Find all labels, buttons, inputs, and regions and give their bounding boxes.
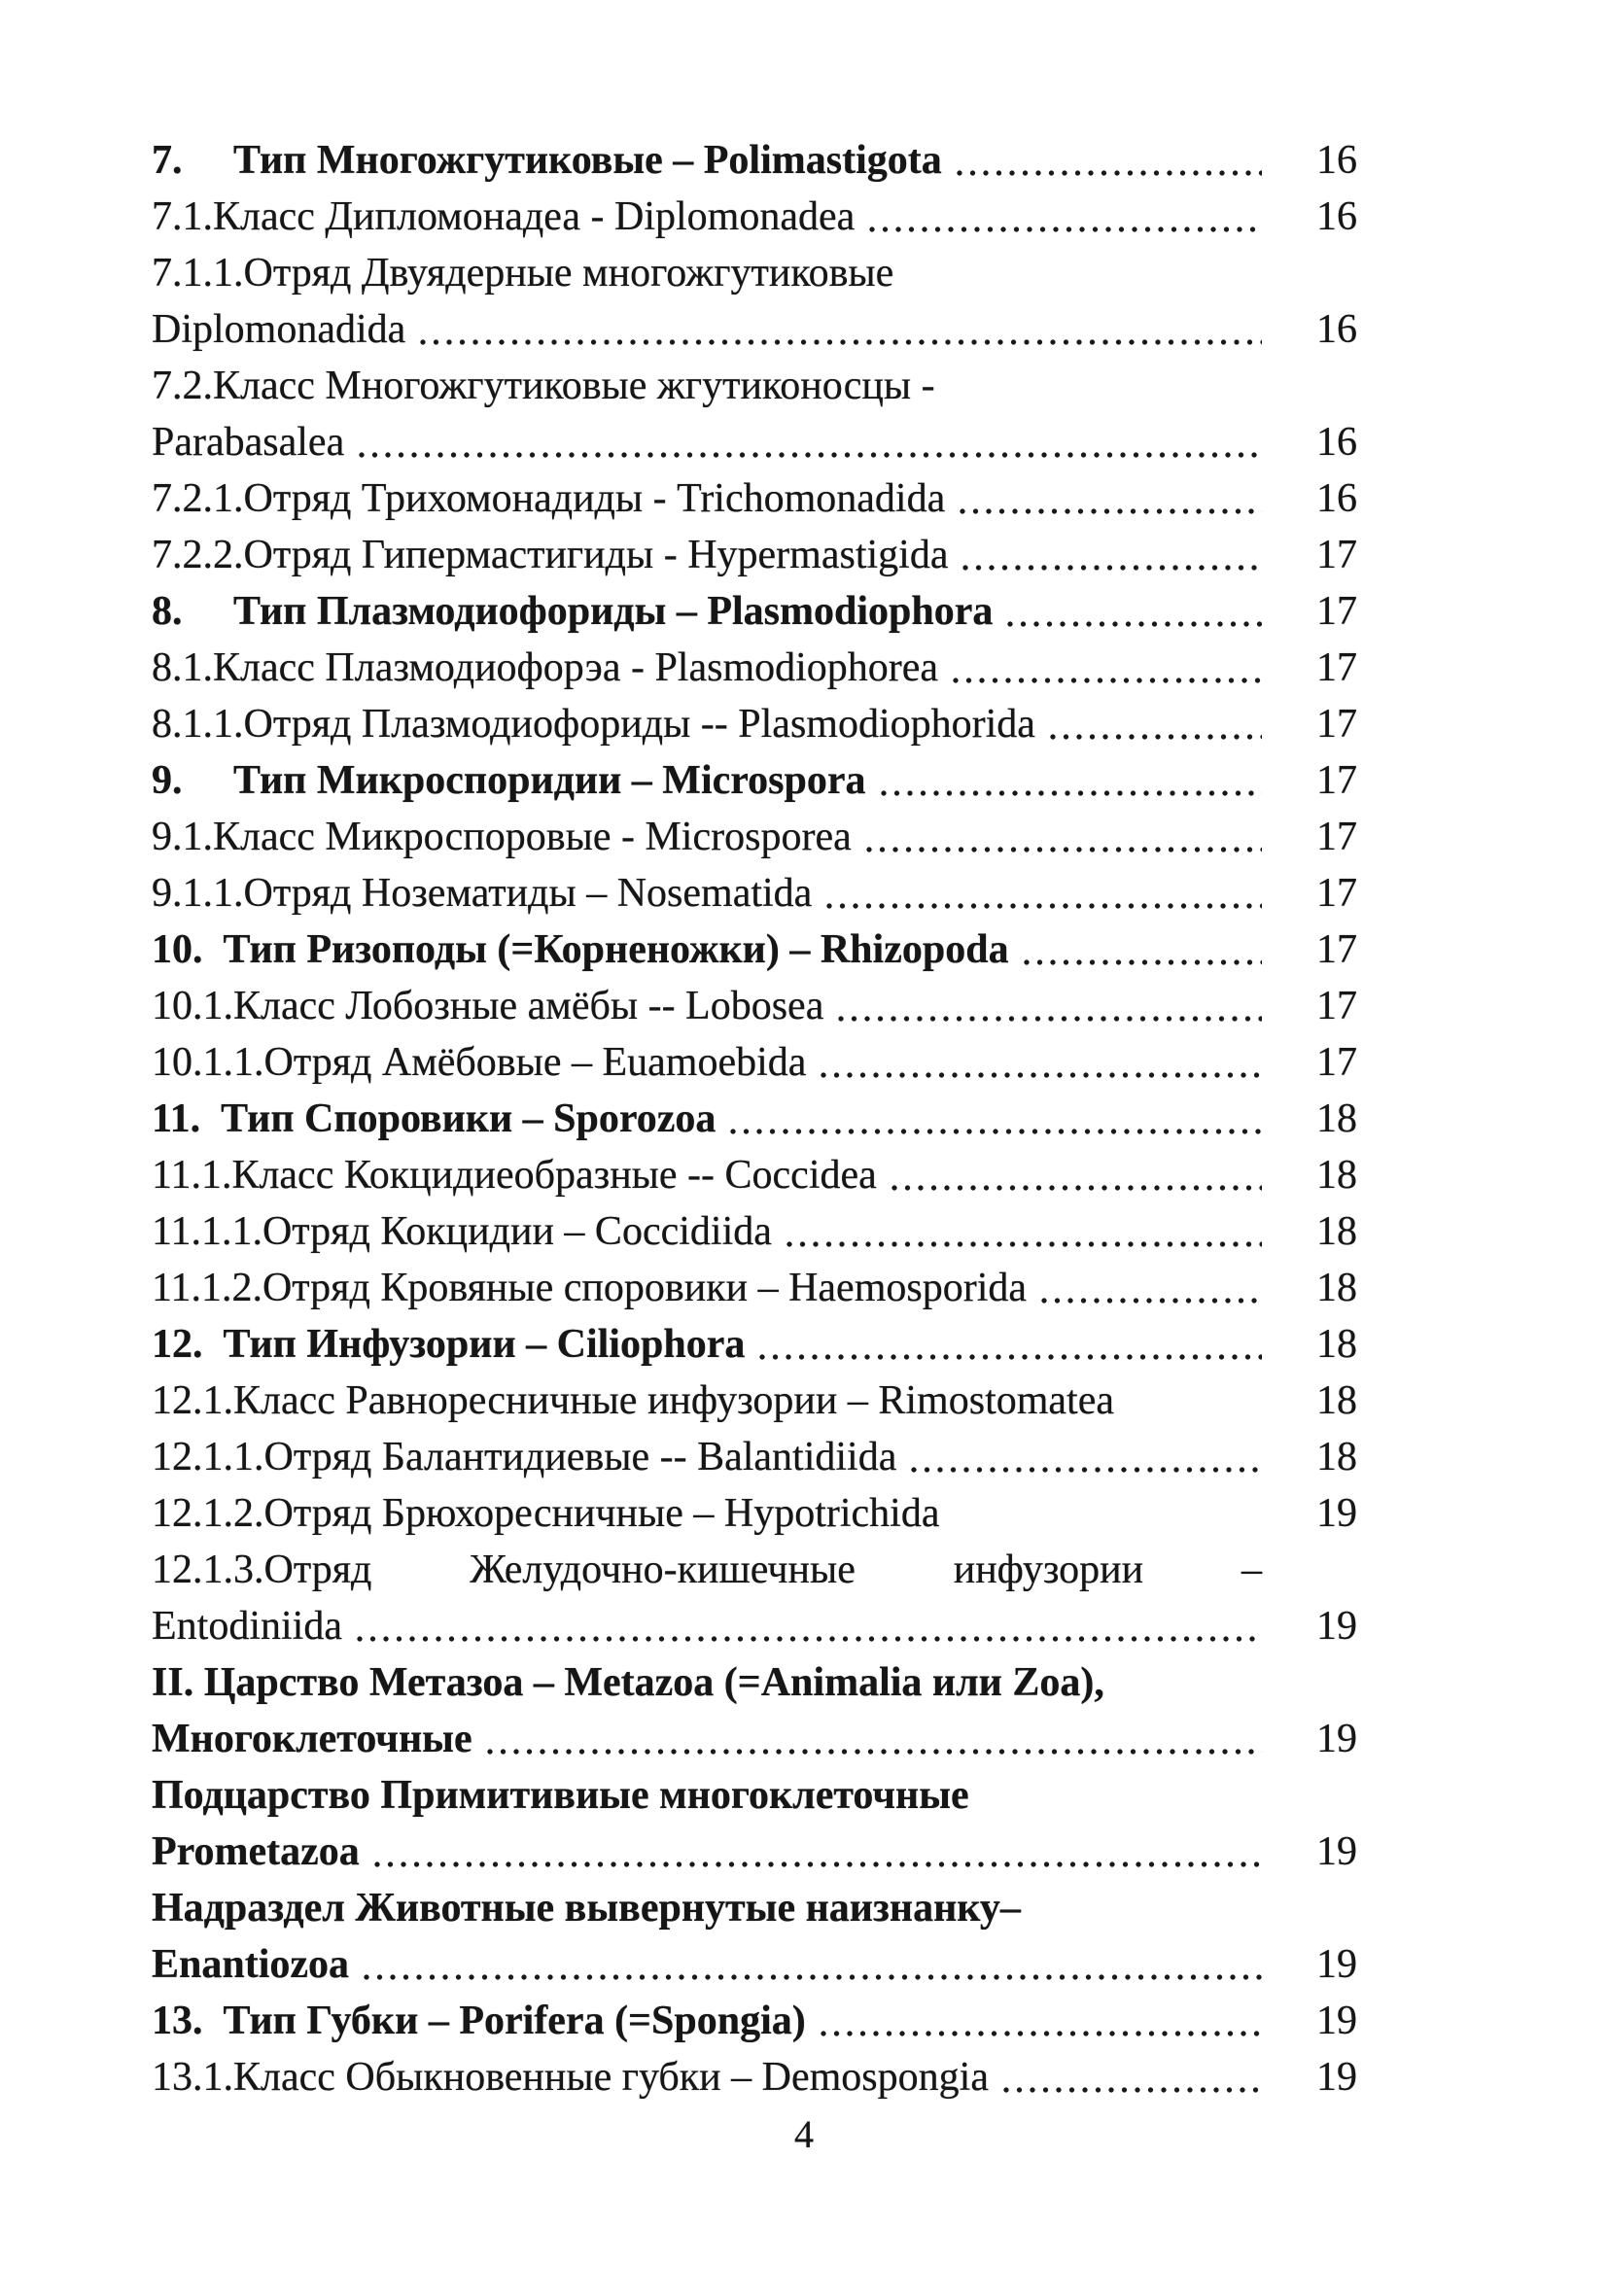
- dot-leader-icon: [1001, 583, 1262, 640]
- toc-entry-text: 12.1.1.Отряд Балантидиевые -- Balantidiida: [152, 1435, 897, 1479]
- dot-leader-icon: [875, 752, 1263, 809]
- dot-leader-icon: [368, 1824, 1262, 1880]
- toc-entry-text: 7.1.1.Отряд Двуядерные многожгутиковые: [152, 251, 894, 296]
- dot-leader-icon: [951, 132, 1262, 189]
- dot-leader-icon: [1123, 1373, 1262, 1429]
- toc-entry-text: Entodiniida: [152, 1604, 342, 1649]
- dot-leader-icon: [753, 1316, 1262, 1373]
- toc-row: [152, 1767, 1375, 1824]
- toc-entry-text: 11.1.2.Отряд Кровяные споровики – Haemosporida: [152, 1266, 1028, 1310]
- toc-entry-text: 11.1.Класс Кокцидиеобразные -- Coccidea: [152, 1153, 877, 1198]
- page-number: 16: [1316, 420, 1357, 465]
- page-number: 17: [1316, 589, 1357, 634]
- toc-row: [152, 922, 1375, 978]
- toc-row: [152, 301, 1375, 358]
- toc-row: [152, 414, 1375, 470]
- page-number: 18: [1316, 1153, 1357, 1198]
- dot-leader-icon: [997, 2049, 1262, 2105]
- page-number: 19: [1316, 1829, 1357, 1874]
- page-number: 18: [1316, 1266, 1357, 1310]
- dot-leader-icon: [860, 809, 1262, 865]
- toc-row: [152, 245, 1375, 301]
- toc-row: [152, 1993, 1375, 2049]
- toc-row: [152, 1203, 1375, 1260]
- dot-leader-icon: [358, 1936, 1262, 1993]
- toc-entry-text: 8.1.1.Отряд Плазмодиофориды -- Plasmodiophorida: [152, 702, 1035, 747]
- toc-row: [152, 696, 1375, 752]
- toc-entry-text: 7.2.1.Отряд Трихомонадиды - Trichomonadida: [152, 476, 946, 521]
- toc-entry-text: 7.2.2.Отряд Гипермастигиды - Hypermastigida: [152, 533, 949, 577]
- toc-row: [152, 1936, 1375, 1993]
- page-number: 18: [1316, 1322, 1357, 1367]
- dot-leader-icon: [947, 640, 1262, 696]
- page-number: 17: [1316, 815, 1357, 859]
- page-number: 16: [1316, 307, 1357, 352]
- toc-entry-text: Prometazoa: [152, 1829, 360, 1874]
- toc-entry-text: 7. Тип Многожгутиковые – Polimastigota: [152, 138, 942, 183]
- toc-row: [152, 752, 1375, 809]
- toc-entry-text: 10.1.1.Отряд Амёбовые – Euamoebida: [152, 1040, 807, 1085]
- page-number: 18: [1316, 1096, 1357, 1141]
- toc-entry-text: 10. Тип Ризоподы (=Корненожки) – Rhizopoda: [152, 927, 1009, 972]
- toc-row: [152, 640, 1375, 696]
- toc-entry-text: Подцарство Примитивиые многоклеточные: [152, 1773, 969, 1818]
- toc-row: [152, 189, 1375, 245]
- toc-row: [152, 1429, 1375, 1485]
- toc-row: [152, 1598, 1375, 1654]
- page-number: 19: [1316, 1604, 1357, 1649]
- toc-entry-text: 13.1.Класс Обыкновенные губки – Demospongia: [152, 2055, 989, 2100]
- toc-row: [152, 1654, 1375, 1711]
- toc-row: [152, 1880, 1375, 1936]
- toc-entry-text: II. Царство Метазоа – Metazoa (=Animalia или Zoa),: [152, 1660, 1104, 1705]
- dot-leader-icon: [902, 245, 1262, 301]
- toc-row: [152, 470, 1375, 527]
- dot-leader-icon: [905, 1429, 1262, 1485]
- toc-row: [152, 809, 1375, 865]
- page-number: 18: [1316, 1435, 1357, 1479]
- dot-leader-icon: [1035, 1260, 1262, 1316]
- page-number: 17: [1316, 871, 1357, 916]
- dot-leader-icon: [886, 1147, 1262, 1203]
- toc-entry-text: 8.1.Класс Плазмодиофорэа - Plasmodiophorea: [152, 645, 939, 690]
- toc-row: [152, 2049, 1375, 2105]
- toc-entry-text: 8. Тип Плазмодиофориды – Plasmodiophora: [152, 589, 994, 634]
- toc-row: [152, 1485, 1375, 1542]
- toc-entry-text: 9. Тип Микроспоридии – Microspora: [152, 758, 866, 803]
- dot-leader-icon: [481, 1711, 1262, 1767]
- toc-row: [152, 527, 1375, 583]
- toc-row: [152, 583, 1375, 640]
- toc-row: [152, 1711, 1375, 1767]
- dot-leader-icon: [944, 358, 1262, 414]
- page-number: 16: [1316, 138, 1357, 183]
- toc-row: [152, 1034, 1375, 1091]
- toc-entry-text: Diplomonadida: [152, 307, 406, 352]
- page-number: 16: [1316, 476, 1357, 521]
- page-number: 19: [1316, 1999, 1357, 2043]
- dot-leader-icon: [1030, 1880, 1262, 1936]
- toc-list: [152, 132, 1375, 2105]
- dot-leader-icon: [724, 1091, 1262, 1147]
- toc-entry-text: 7.2.Класс Многожгутиковые жгутиконосцы -: [152, 364, 935, 408]
- dot-leader-icon: [353, 414, 1262, 470]
- dot-leader-icon: [781, 1203, 1262, 1260]
- dot-leader-icon: [1018, 922, 1262, 978]
- page-number: 17: [1316, 645, 1357, 690]
- page-number: 19: [1316, 1491, 1357, 1536]
- toc-row: [152, 1260, 1375, 1316]
- toc-row: [152, 978, 1375, 1034]
- toc-entry-text: 10.1.Класс Лобозные амёбы -- Lobosea: [152, 984, 824, 1028]
- toc-entry-text: Надраздел Животные вывернутые наизнанку–: [152, 1886, 1021, 1931]
- page-number: 17: [1316, 1040, 1357, 1085]
- toc-row: [152, 358, 1375, 414]
- toc-entry-text: 13. Тип Губки – Porifera (=Spongia): [152, 1999, 806, 2043]
- toc-entry-text: 11. Тип Споровики – Sporozoa: [152, 1096, 717, 1141]
- dot-leader-icon: [954, 470, 1262, 527]
- page-number: 17: [1316, 702, 1357, 747]
- toc-entry-text: Enantiozoa: [152, 1942, 350, 1987]
- toc-entry-text: Многоклеточные: [152, 1717, 472, 1761]
- toc-row: [152, 132, 1375, 189]
- dot-leader-icon: [351, 1598, 1262, 1654]
- page-number: 17: [1316, 758, 1357, 803]
- dot-leader-icon: [414, 301, 1262, 358]
- page-number: 16: [1316, 194, 1357, 239]
- toc-entry-text: 9.1.1.Отряд Нозематиды – Nosematida: [152, 871, 813, 916]
- dot-leader-icon: [821, 865, 1262, 922]
- footer-page-number: 4: [794, 2112, 814, 2156]
- toc-entry-text: 7.1.Класс Дипломонадеа - Diplomonadea: [152, 194, 856, 239]
- toc-row: [152, 1542, 1375, 1598]
- toc-row: [152, 1373, 1375, 1429]
- dot-leader-icon: [1044, 696, 1262, 752]
- page-number: 19: [1316, 1942, 1357, 1987]
- page-number: 19: [1316, 1717, 1357, 1761]
- toc-entry-text: 12.1.3.Отряд Желудочно-кишечные инфузории –: [152, 1548, 1262, 1592]
- page-number: 17: [1316, 533, 1357, 577]
- dot-leader-icon: [978, 1767, 1262, 1824]
- page-number: 18: [1316, 1378, 1357, 1423]
- page-number: 17: [1316, 984, 1357, 1028]
- toc-entry-text: 12. Тип Инфузории – Ciliophora: [152, 1322, 746, 1367]
- dot-leader-icon: [815, 1993, 1262, 2049]
- dot-leader-icon: [815, 1034, 1262, 1091]
- dot-leader-icon: [832, 978, 1262, 1034]
- page-number: 18: [1316, 1209, 1357, 1254]
- dot-leader-icon: [863, 189, 1262, 245]
- toc-entry-text: 12.1.Класс Равноресничные инфузории – Rimostomatea: [152, 1378, 1114, 1423]
- toc-row: [152, 1147, 1375, 1203]
- toc-entry-text: 9.1.Класс Микроспоровые - Microsporea: [152, 815, 852, 859]
- toc-entry-text: 11.1.1.Отряд Кокцидии – Coccidiida: [152, 1209, 772, 1254]
- page-number: 19: [1316, 2055, 1357, 2100]
- toc-row: [152, 865, 1375, 922]
- toc-row: [152, 1091, 1375, 1147]
- dot-leader-icon: [957, 527, 1262, 583]
- dot-leader-icon: [949, 1485, 1263, 1542]
- toc-entry-text: 12.1.2.Отряд Брюхоресничные – Hypotrichida: [152, 1491, 940, 1536]
- dot-leader-icon: [1113, 1654, 1262, 1711]
- page-number: 17: [1316, 927, 1357, 972]
- toc-entry-text: Parabasalea: [152, 420, 345, 465]
- toc-row: [152, 1316, 1375, 1373]
- toc-row: [152, 1824, 1375, 1880]
